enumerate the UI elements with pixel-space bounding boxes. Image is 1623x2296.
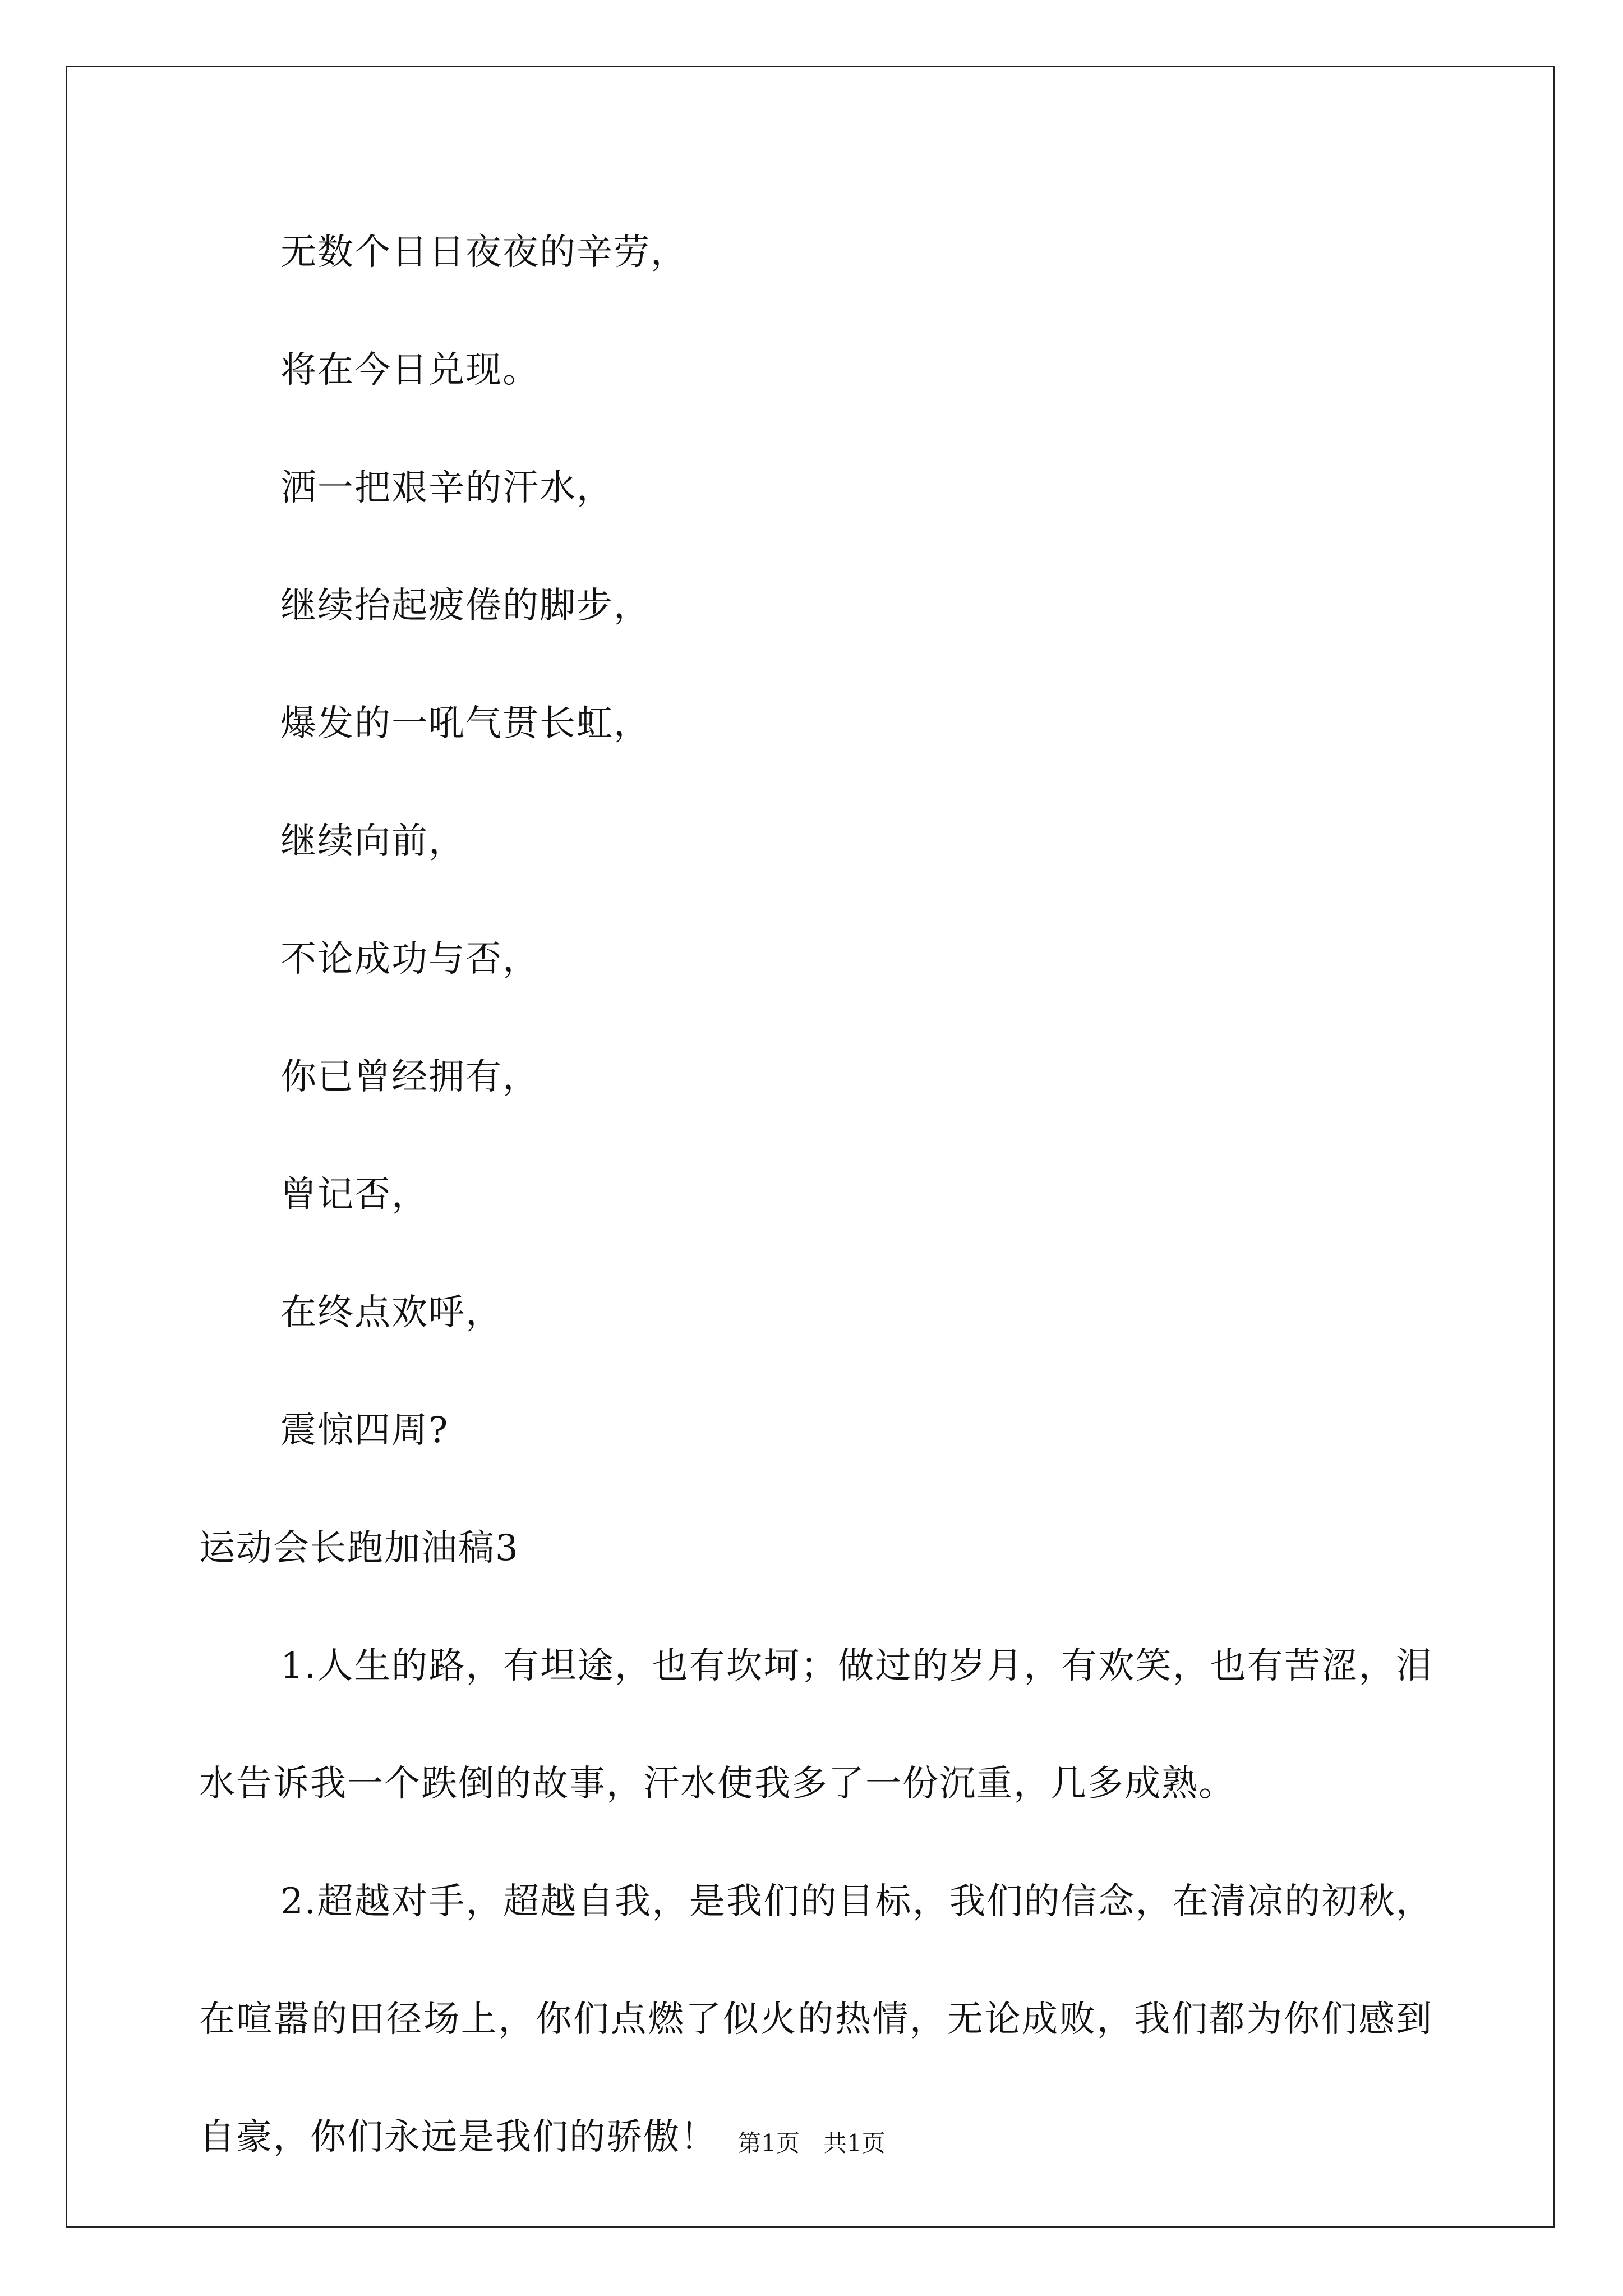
poem-line: 无数个日日夜夜的辛劳， [280,232,688,273]
poem-line: 曾记否， [280,1174,428,1216]
poem-line: 继续向前， [280,821,465,862]
poem-line: 将在今日兑现。 [280,349,540,391]
poem-line: 继续抬起疲倦的脚步， [280,585,651,627]
section-heading: 运动会长跑加油稿3 [199,1527,519,1569]
poem-line: 你已曾经拥有， [280,1056,540,1098]
body-paragraph: 1.人生的路，有坦途，也有坎坷；做过的岁月，有欢笑，也有苦涩，泪水告诉我一个跌倒的故事，汗水使我多了一份沉重，几多成熟。 [199,1645,1433,1805]
page-number-footer: 第1页 共1页 [737,2129,886,2157]
poem-line: 洒一把艰辛的汗水， [280,467,614,509]
poem-line: 震惊四周? [280,1410,449,1451]
poem-line: 不论成功与否， [280,938,540,980]
poem-line: 在终点欢呼， [280,1292,502,1333]
poem-line: 爆发的一吼气贯长虹， [280,703,651,744]
body-paragraph: 2.超越对手，超越自我，是我们的目标，我们的信念，在清凉的初秋，在喧嚣的田径场上，你们点燃了似火的热情，无论成败，我们都为你们感到自豪，你们永远是我们的骄傲！ [199,1881,1433,2158]
